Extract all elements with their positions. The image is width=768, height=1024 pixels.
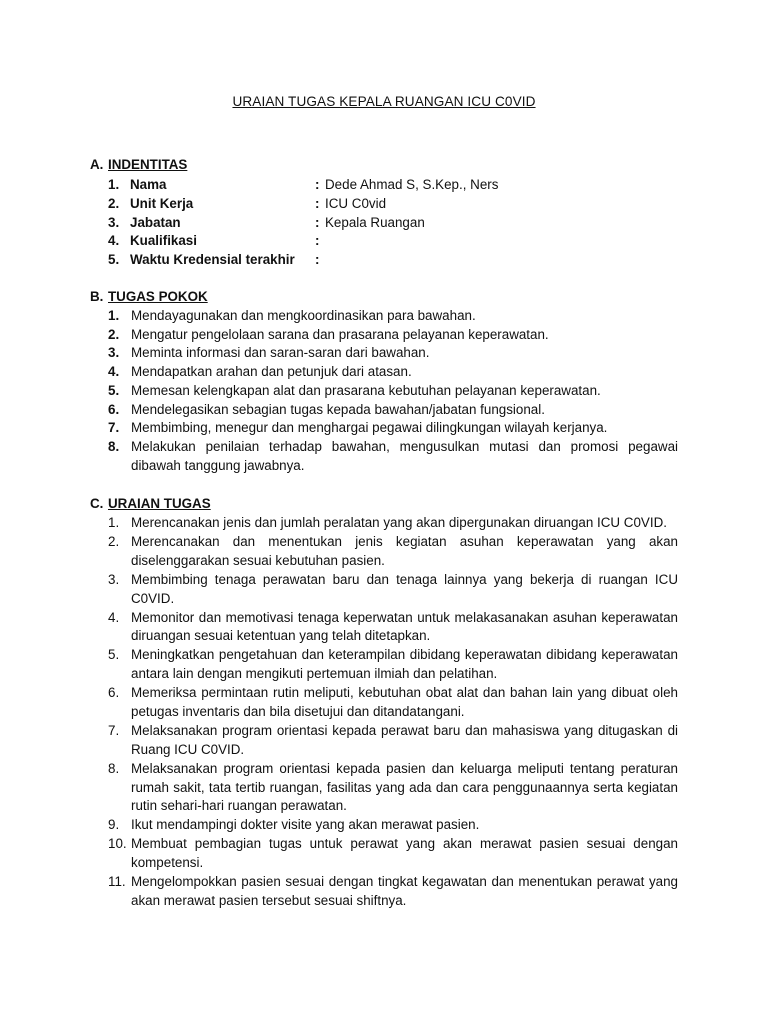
list-item-text: Meningkatkan pengetahuan dan keterampilan dibidang keperawatan dibidang keperawatan antara lain dengan mengikuti pertemuan ilmiah dan pelatihan. [131,647,678,682]
identity-row-value: Dede Ahmad S, S.Kep., Ners [325,177,499,192]
list-item-text: Mengelompokkan pasien sesuai dengan tingkat kegawatan dan menentukan perawat yang akan merawat pasien tersebut sesuai shiftnya. [131,874,678,908]
identity-row-number: 3. [108,214,120,230]
list-item-text: Mengatur pengelolaan sarana dan prasarana pelayanan keperawatan. [131,326,549,342]
identity-row-label: Jabatan [130,214,181,230]
list-item [108,873,678,910]
identity-row-credential [108,251,668,270]
section-c-heading [90,495,211,514]
list-item-number: 10. [108,836,127,852]
list-item [108,514,678,533]
task-description-list [108,514,678,911]
list-item-number: 1. [108,515,120,530]
identity-row-colon: : [315,214,320,230]
list-item-number: 6. [108,401,120,417]
list-item-number: 8. [108,760,120,776]
list-item-number: 2. [108,534,120,550]
list-item-text: Ikut mendampingi dokter visite yang akan merawat pasien. [131,817,480,833]
identity-row-value: Kepala Ruangan [325,214,425,230]
list-item-text: Melaksanakan program orientasi kepada pasien dan keluarga meliputi tentang peraturan rumah sakit, tata tertib ruangan, fasilitas yang ada dan cara penggunaannya serta kegiatan rutin sehari-hari ruangan perawatan. [131,760,678,814]
list-item-number: 5. [108,647,120,663]
section-a-letter: A. [90,157,104,172]
list-item [108,760,678,816]
identity-row-qualification [108,232,668,251]
list-item-text: Mendayagunakan dan mengkoordinasikan para bawahan. [131,308,476,323]
list-item [108,326,678,345]
list-item-number: 11. [108,874,126,890]
list-item-number: 6. [108,685,120,701]
list-item [108,307,678,326]
list-item [108,835,678,872]
list-item-text: Melaksanakan program orientasi kepada perawat baru dan mahasiswa yang ditugaskan di Ruang ICU C0VID. [131,723,678,757]
identity-row-colon: : [315,233,320,249]
list-item-text: Melakukan penilaian terhadap bawahan, mengusulkan mutasi dan promosi pegawai dibawah tanggung jawabnya. [131,438,678,473]
identity-row-number: 5. [108,252,120,268]
section-c-title: URAIAN TUGAS [108,496,211,511]
section-c-letter: C. [90,496,104,511]
identity-row-label: Waktu Kredensial terakhir [130,252,295,268]
list-item [108,816,678,835]
main-duties-list [108,307,678,475]
list-item-number: 2. [108,326,120,342]
section-b-heading [90,288,208,307]
identity-row-colon: : [315,252,320,268]
identity-row-unit [108,195,668,214]
list-item [108,401,678,420]
list-item-number: 3. [108,345,120,361]
list-item [108,646,678,683]
list-item-number: 3. [108,571,120,587]
identity-row-position [108,214,668,233]
list-item-number: 9. [108,817,120,833]
list-item-number: 4. [108,364,120,380]
section-b-title: TUGAS POKOK [108,289,208,304]
section-b-letter: B. [90,289,104,304]
list-item-number: 5. [108,382,120,398]
identity-row-value: ICU C0vid [325,195,387,211]
section-a-heading [90,156,187,175]
list-item [108,344,678,363]
list-item-text: Mendelegasikan sebagian tugas kepada bawahan/jabatan fungsional. [131,401,545,417]
identity-row-name [108,176,668,195]
list-item-number: 7. [108,420,120,436]
list-item-number: 8. [108,438,120,454]
list-item [108,684,678,721]
list-item-text: Membimbing, menegur dan menghargai pegawai dilingkungan wilayah kerjanya. [131,420,608,436]
identity-row-label: Unit Kerja [130,195,194,211]
list-item [108,533,678,570]
identity-row-colon: : [315,177,320,192]
list-item [108,382,678,401]
document-title: URAIAN TUGAS KEPALA RUANGAN ICU C0VID [232,94,536,109]
list-item [108,722,678,759]
list-item-number: 1. [108,308,120,323]
identity-row-number: 4. [108,233,120,249]
list-item-text: Merencanakan dan menentukan jenis kegiatan asuhan keperawatan yang akan diselenggarakan sesuai kebutuhan pasien. [131,534,678,568]
list-item [108,419,678,438]
list-item-number: 7. [108,723,120,739]
list-item-text: Membuat pembagian tugas untuk perawat yang akan merawat pasien sesuai dengan kompetensi. [131,836,678,871]
list-item-text: Meminta informasi dan saran-saran dari bawahan. [131,345,430,361]
identity-row-colon: : [315,195,320,211]
identity-row-number: 1. [108,177,120,192]
list-item-number: 4. [108,609,120,625]
identity-row-number: 2. [108,195,120,211]
list-item [108,363,678,382]
list-item [108,609,678,646]
list-item-text: Memonitor dan memotivasi tenaga keperwatan untuk melakasanakan asuhan keperawatan diruangan sesuai ketentuan yang telah ditetapkan. [131,609,678,644]
list-item-text: Mendapatkan arahan dan petunjuk dari atasan. [131,364,412,380]
section-a-title: INDENTITAS [108,157,188,172]
list-item-text: Memeriksa permintaan rutin meliputi, kebutuhan obat alat dan bahan lain yang dibuat oleh petugas inventaris dan bila disetujui dan ditandatangani. [131,685,678,719]
list-item-text: Membimbing tenaga perawatan baru dan tenaga lainnya yang bekerja di ruangan ICU C0VID. [131,571,678,606]
list-item-text: Merencanakan jenis dan jumlah peralatan yang akan dipergunakan diruangan ICU C0VID. [131,515,667,530]
list-item [108,571,678,608]
identity-list [108,176,668,270]
identity-row-label: Kualifikasi [130,233,197,249]
identity-row-label: Nama [130,177,167,192]
list-item-text: Memesan kelengkapan alat dan prasarana kebutuhan pelayanan keperawatan. [131,382,601,398]
list-item [108,438,678,475]
